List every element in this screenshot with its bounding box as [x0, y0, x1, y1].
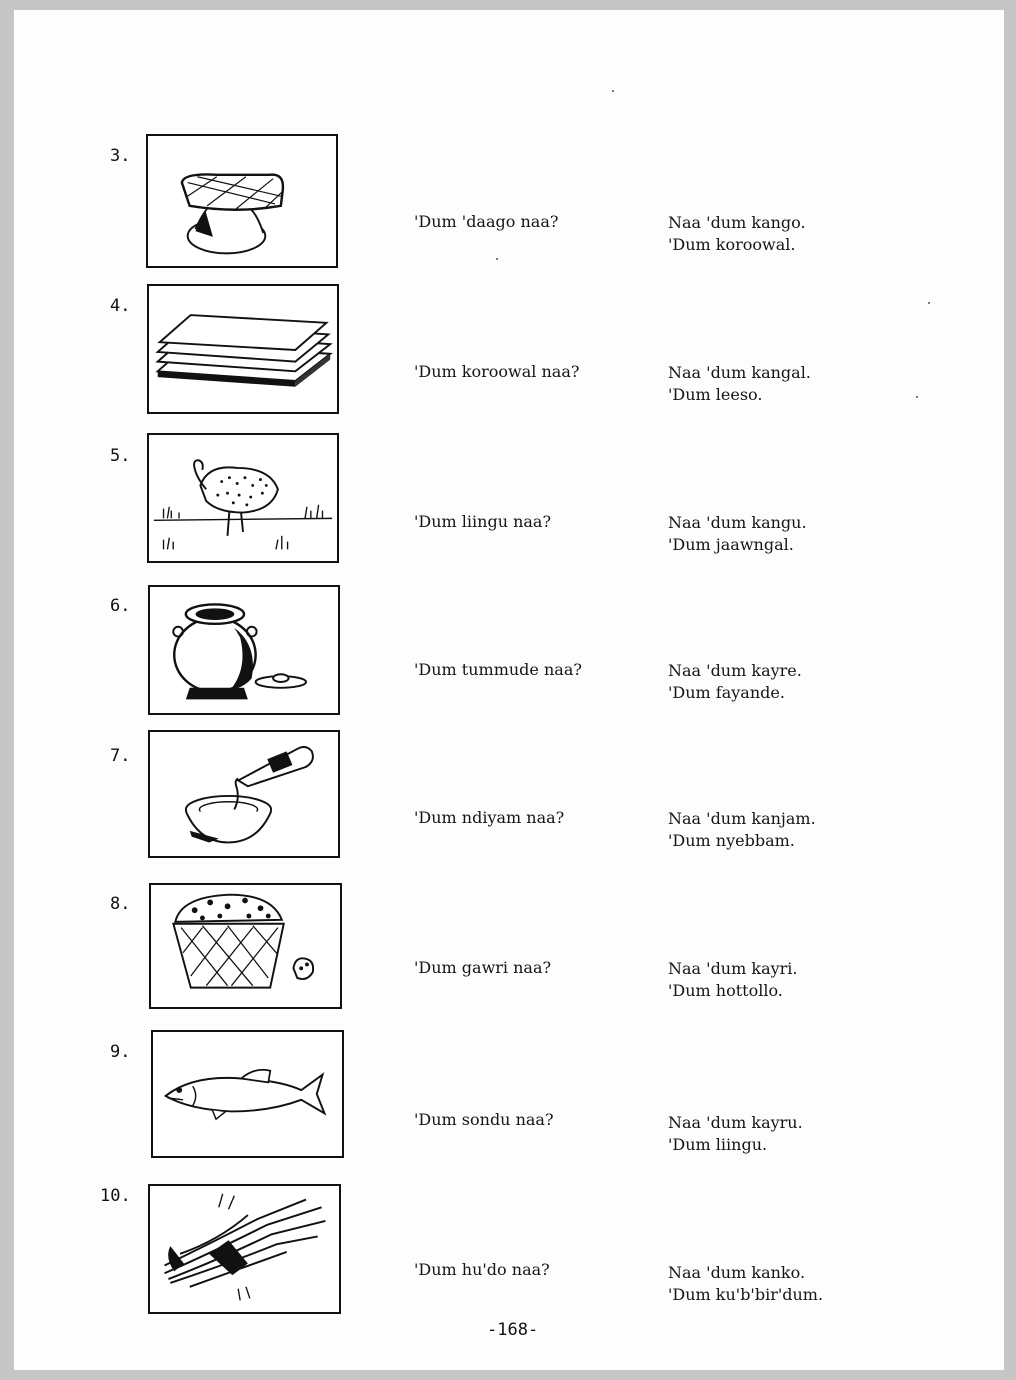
answer-line-1: Naa 'dum kango. [668, 213, 806, 232]
guinea-fowl-icon [147, 433, 339, 563]
question-text: 'Dum hu'do naa? [414, 1260, 550, 1279]
answer-line-1: Naa 'dum kayri. [668, 959, 798, 978]
answer-line-2: 'Dum fayande. [668, 683, 785, 702]
item-number: 5. [110, 446, 131, 466]
stool-icon [146, 134, 338, 268]
answer-line-1: Naa 'dum kanko. [668, 1263, 806, 1282]
scan-speck [916, 396, 918, 398]
answer-block [668, 1112, 803, 1156]
answer-line-1: Naa 'dum kayru. [668, 1113, 803, 1132]
question-text: 'Dum 'daago naa? [414, 212, 559, 231]
item-number: 3. [110, 146, 131, 166]
item-number: 7. [110, 746, 131, 766]
answer-block [668, 1262, 823, 1306]
mat-stack-icon [147, 284, 339, 414]
question-text: 'Dum gawri naa? [414, 958, 552, 977]
scan-speck [496, 258, 498, 260]
item-number: 6. [110, 596, 131, 616]
answer-line-2: 'Dum ku'b'bir'dum. [668, 1285, 824, 1304]
answer-line-2: 'Dum nyebbam. [668, 831, 795, 850]
question-text: 'Dum tummude naa? [414, 660, 582, 679]
answer-line-2: 'Dum liingu. [668, 1135, 768, 1154]
answer-line-1: Naa 'dum kangu. [668, 513, 807, 532]
question-text: 'Dum ndiyam naa? [414, 808, 565, 827]
answer-line-1: Naa 'dum kayre. [668, 661, 802, 680]
grain-basket-icon [149, 883, 342, 1009]
answer-line-1: Naa 'dum kanjam. [668, 809, 816, 828]
item-number: 4. [110, 296, 131, 316]
answer-block [668, 212, 806, 256]
pouring-bottle-icon [148, 730, 340, 858]
question-text: 'Dum sondu naa? [414, 1110, 554, 1129]
answer-block [668, 808, 816, 852]
item-number: 9. [110, 1042, 131, 1062]
question-text: 'Dum koroowal naa? [414, 362, 580, 381]
answer-line-1: Naa 'dum kangal. [668, 363, 811, 382]
fish-icon [151, 1030, 344, 1158]
cooking-pot-icon [148, 585, 340, 715]
answer-line-2: 'Dum hottollo. [668, 981, 783, 1000]
answer-block [668, 660, 802, 704]
answer-block [668, 958, 798, 1002]
scan-speck [612, 90, 614, 92]
document-page [14, 10, 1004, 1370]
page-number: -168- [487, 1320, 539, 1340]
item-number: 10. [100, 1186, 131, 1206]
question-text: 'Dum liingu naa? [414, 512, 552, 531]
answer-block [668, 362, 811, 406]
answer-block [668, 512, 807, 556]
item-number: 8. [110, 894, 131, 914]
answer-line-2: 'Dum leeso. [668, 385, 763, 404]
scan-speck [928, 302, 930, 304]
answer-line-2: 'Dum jaawngal. [668, 535, 794, 554]
grass-bundle-icon [148, 1184, 341, 1314]
answer-line-2: 'Dum koroowal. [668, 235, 796, 254]
